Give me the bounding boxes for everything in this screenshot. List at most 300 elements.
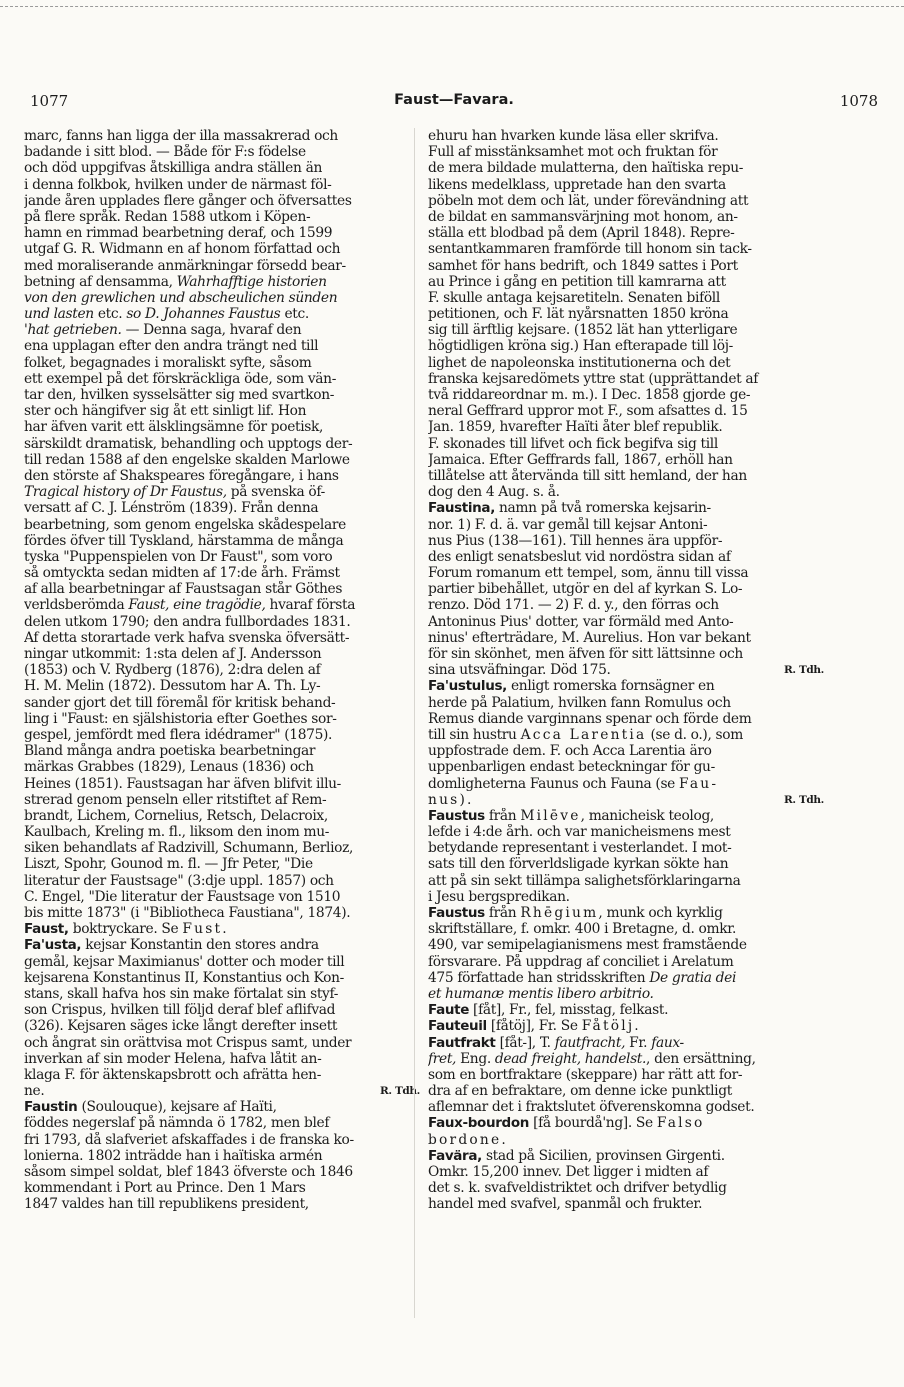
text-line: [24, 1164, 420, 1180]
text-line: [428, 1180, 824, 1196]
text-line: [428, 856, 824, 872]
text-line: [24, 727, 420, 743]
text-run: tar den, hvilken sysselsätter sig med svartkon-: [24, 387, 335, 403]
text-line: [24, 597, 420, 613]
text-run: likens medelklass, uppretade han den svarta: [428, 176, 726, 193]
text-run: fri 1793, då slafveriet afskaffades i de franska ko-: [24, 1131, 354, 1148]
text-run: Eng.: [456, 1050, 495, 1067]
text-line: [24, 1099, 420, 1115]
text-line: [428, 468, 824, 484]
text-run: Heines (1851). Faustsagan har äfven blifvit illu-: [24, 775, 341, 792]
text-run: siken behandlats af Radzivill, Schumann, Berlioz,: [24, 840, 354, 857]
text-run: , munk och kyrklig: [598, 905, 723, 921]
text-run: ne.: [24, 1083, 45, 1100]
text-line: [428, 306, 824, 322]
text-line: [428, 1067, 824, 1083]
text-run: ena upplagan efter den andra trängt ned till: [24, 338, 319, 355]
text-run: (326). Kejsaren säges icke långt derefter insett: [24, 1018, 338, 1035]
text-run: fret,: [428, 1050, 457, 1067]
text-run: aflemnar det i fraktslutet öfverenskomna godset.: [428, 1099, 755, 1116]
text-line: [24, 193, 420, 209]
text-run: so D. Johannes Faustus: [126, 306, 281, 323]
text-line: [24, 128, 420, 144]
text-line: [24, 986, 420, 1002]
text-line: [428, 711, 824, 727]
text-line: [24, 177, 420, 193]
text-run: [fåt-], T.: [495, 1034, 555, 1051]
text-run: Af detta storartade verk hafva svenska öfversätt-: [24, 629, 350, 646]
text-line: [24, 258, 420, 274]
text-line: [24, 905, 420, 921]
text-run: Omkr. 15,200 innev. Det ligger i midten af: [428, 1164, 709, 1180]
entry-headword: Faute: [428, 1002, 470, 1019]
text-run: Antoninus Pius' dotter, var förmäld med Anto-: [428, 613, 734, 630]
text-line: [24, 856, 420, 872]
text-line: [428, 970, 824, 986]
text-line: [24, 1115, 420, 1131]
text-line: [428, 581, 824, 597]
text-run: gemål, kejsar Maximianus' dotter och moder till: [24, 953, 345, 970]
text-run: gespel, jemfördt med flera idédramer" (1875).: [24, 726, 333, 743]
text-line: [428, 1002, 824, 1018]
text-run: inverkan af sin moder Helena, hafva låtit an-: [24, 1050, 322, 1067]
text-run: af alla bearbetningar af Faustsagan står Göthes: [24, 581, 343, 598]
text-line: [24, 1083, 420, 1099]
text-run: bearbetning, som genom engelska skådespelare: [24, 516, 346, 533]
text-run: Wahrhafftige historien: [176, 273, 327, 290]
entry-headword: Faustus: [428, 905, 485, 921]
author-signature: R. Tdh.: [783, 664, 824, 677]
text-run: nor. 1) F. d. ä. var gemål till kejsar Antoni-: [428, 516, 708, 533]
text-line: [24, 500, 420, 516]
text-line: [428, 452, 824, 468]
text-run: så omtyckta sedan midten af 17:de årh. Främst: [24, 565, 340, 582]
text-line: [428, 954, 824, 970]
text-run: ling i "Faust: en själshistoria efter Goethes sor-: [24, 710, 337, 727]
text-line: [428, 695, 824, 711]
text-run: [fåt], Fr., fel, misstag, felkast.: [469, 1002, 669, 1019]
text-run: au Prince i gång en petition till kamrarna att: [428, 273, 726, 290]
text-line: [24, 403, 420, 419]
text-line: [428, 144, 824, 160]
text-run: Remus diande varginnans spenar och förde dem: [428, 710, 752, 727]
text-line: [24, 436, 420, 452]
text-run: Tragical history of Dr Faustus,: [24, 484, 227, 501]
text-line: [428, 986, 824, 1002]
text-run: renzo. Död 171. — 2) F. d. y., den förras och: [428, 597, 719, 614]
text-run: sina utsväfningar. Död 175.: [428, 662, 611, 679]
text-run: De gratia dei: [649, 969, 737, 986]
text-line: [428, 808, 824, 824]
text-run: betning af densamma,: [24, 273, 177, 290]
text-run: märkas Grabbes (1829), Lenaus (1836) och: [24, 759, 314, 776]
text-line: [428, 1115, 824, 1131]
text-run: strerad genom penseln eller ritstiftet af Rem-: [24, 791, 327, 808]
text-line: [24, 840, 420, 856]
text-run: etc.: [280, 306, 309, 323]
entry-headword: Faustin: [24, 1099, 78, 1116]
text-run: neral Geffrard uppror mot F., som afsattes d. 15: [428, 403, 748, 420]
text-line: [24, 873, 420, 889]
text-line: [428, 905, 824, 921]
text-run: nus).: [428, 791, 474, 808]
text-run: C. Engel, "Die literatur der Faustsage von 1510: [24, 888, 341, 905]
text-run: de bildat en sammansvärjning mot honom, an-: [428, 208, 738, 225]
text-line: [428, 338, 824, 354]
author-signature: R. Tdh.: [379, 1085, 420, 1098]
text-run: (Soulouque), kejsare af Haïti,: [77, 1099, 277, 1116]
page-number-right: 1078: [839, 92, 878, 110]
text-line: [428, 387, 824, 403]
text-run: marc, fanns han ligga der illa massakrerad och: [24, 128, 338, 144]
text-run: etc.: [93, 306, 127, 323]
text-run: stans, skall hafva hos sin make förtalat sin styf-: [24, 985, 339, 1002]
text-line: [428, 128, 824, 144]
text-line: [428, 840, 824, 856]
text-line: [428, 792, 824, 808]
text-line: [24, 338, 420, 354]
text-line: [428, 436, 824, 452]
text-line: [428, 484, 824, 500]
text-run: Falso: [656, 1115, 705, 1132]
text-line: [24, 954, 420, 970]
text-run: samhet för hans bedrift, och 1849 sattes i Port: [428, 257, 738, 274]
text-run: (se d. o.), som: [646, 726, 743, 743]
text-run: kejsarena Konstantinus II, Konstantius och Kon-: [24, 969, 344, 986]
text-run: Acca Larentia: [520, 726, 647, 743]
text-line: [24, 274, 420, 290]
text-run: tillåtelse att återvända till sitt hemland, der han: [428, 467, 747, 484]
entry-headword: Faustina,: [428, 500, 495, 517]
text-line: [24, 711, 420, 727]
text-run: till redan 1588 af den engelske skalden Marlowe: [24, 451, 350, 468]
text-run: F. skulle antaga kejsaretiteln. Senaten biföll: [428, 289, 720, 306]
text-run: Jamaica. Efter Geffrards fall, 1867, erhöll han: [428, 451, 733, 468]
text-run: et humanæ mentis libero arbitrio.: [428, 985, 654, 1002]
text-run: betydande representant i vesterlandet. I mot-: [428, 840, 732, 857]
text-line: [428, 517, 824, 533]
text-run: handel med svafvel, spanmål och frukter.: [428, 1196, 703, 1213]
text-run: såsom simpel soldat, blef 1843 öfverste och 1846: [24, 1164, 353, 1180]
text-line: [428, 1099, 824, 1115]
text-line: [428, 258, 824, 274]
text-run: 475 författade han stridsskriften: [428, 969, 650, 986]
text-line: [24, 1035, 420, 1051]
text-line: [24, 1067, 420, 1083]
text-line: [428, 889, 824, 905]
text-line: [428, 1148, 824, 1164]
text-run: särskildt dramatisk, behandling och upptogs der-: [24, 435, 353, 452]
text-run: 490, var semipelagianismens mest framstående: [428, 937, 747, 954]
text-line: [24, 743, 420, 759]
text-line: [428, 614, 824, 630]
text-run: dead freight, handelst.: [494, 1050, 647, 1067]
text-run: de mera bildade mulatterna, den haïtiska repu-: [428, 160, 744, 177]
text-run: bordone.: [428, 1131, 508, 1148]
text-line: [24, 695, 420, 711]
text-run: klaga F. för äktenskapsbrott och afrätta hen-: [24, 1066, 322, 1083]
text-line: [24, 290, 420, 306]
text-line: [24, 824, 420, 840]
text-line: [24, 970, 420, 986]
text-line: [24, 662, 420, 678]
text-run: Fåtölj.: [581, 1018, 641, 1035]
text-run: ster och hängifver sig åt ett sinligt lif. Hon: [24, 403, 307, 420]
text-line: [24, 484, 420, 500]
text-line: [428, 419, 824, 435]
text-line: [428, 727, 824, 743]
text-run: ninus' efterträdare, M. Aurelius. Hon var bekant: [428, 629, 751, 646]
entry-headword: Favära,: [428, 1147, 482, 1164]
text-run: verldsberömda: [24, 597, 129, 614]
text-line: [428, 1051, 824, 1067]
text-run: i Jesu bergspredikan.: [428, 888, 570, 905]
text-run: högtidligen kröna sig.) Han efterapade till löj-: [428, 338, 733, 355]
entry-headword: Faux-bourdon: [428, 1115, 530, 1132]
text-run: fautfracht,: [554, 1034, 626, 1051]
text-line: [428, 160, 824, 176]
text-run: domligheterna Faunus och Fauna (se: [428, 775, 680, 792]
text-line: [24, 419, 420, 435]
text-line: [24, 371, 420, 387]
text-run: pöbeln mot dem och lät, under förevändning att: [428, 192, 749, 209]
text-run: [få bourdå'ng]. Se: [529, 1115, 657, 1132]
text-line: [428, 597, 824, 613]
text-line: [428, 549, 824, 565]
text-line: [428, 1132, 824, 1148]
text-run: två riddareordnar m. m.). I Dec. 1858 gjorde ge-: [428, 387, 751, 403]
text-line: [428, 225, 824, 241]
text-run: lonierna. 1802 inträdde han i haïtiska armén: [24, 1147, 323, 1164]
text-run: son Crispus, hvilken till följd deraf blef aflifvad: [24, 1002, 336, 1019]
text-line: [24, 517, 420, 533]
entry-headword: Fauteuil: [428, 1018, 487, 1035]
text-run: föddes negerslaf på nämnda ö 1782, men blef: [24, 1115, 330, 1132]
text-run: att på sin sekt tillämpa salighetsförklaringarna: [428, 872, 741, 889]
text-line: [24, 889, 420, 905]
text-run: hamn en rimmad bearbetning deraf, och 1599: [24, 225, 333, 242]
text-run: franska kejsaredömets yttre stat (upprättandet af: [428, 370, 759, 387]
text-run: und lasten: [24, 306, 94, 323]
text-line: [428, 355, 824, 371]
text-run: i denna folkbok, hvilken under de närmast föl-: [24, 176, 332, 193]
text-run: stad på Sicilien, provinsen Girgenti.: [481, 1147, 725, 1164]
text-run: fördes öfver till Tyskland, härstamma de många: [24, 532, 344, 549]
entry-headword: Faust,: [24, 921, 69, 938]
text-line: [428, 662, 824, 678]
text-line: [428, 274, 824, 290]
text-line: [24, 209, 420, 225]
text-run: Bland många andra poetiska bearbetningar: [24, 743, 316, 760]
text-line: [24, 614, 420, 630]
entry-headword: Fautfrakt: [428, 1034, 496, 1051]
text-run: nus Pius (138—161). Till hennes ära uppför-: [428, 532, 723, 549]
text-run: 1847 valdes han till republikens president,: [24, 1196, 309, 1213]
text-run: från: [484, 807, 521, 824]
text-line: [24, 549, 420, 565]
text-run: kejsar Konstantin den stores andra: [81, 937, 319, 954]
text-line: [24, 160, 420, 176]
text-run: folket, begagnades i moraliskt syfte, såsom: [24, 354, 312, 371]
text-line: [24, 322, 420, 338]
text-run: sig till ärftlig kejsare. (1852 lät han ytterligare: [428, 322, 738, 339]
text-run: herde på Palatium, hvilken fann Romulus och: [428, 694, 731, 711]
column-divider: [414, 128, 415, 1318]
right-column: [428, 128, 824, 1213]
text-line: [428, 630, 824, 646]
text-run: bis mitte 1873" (i "Bibliotheca Faustiana", 1874).: [24, 905, 351, 921]
text-run: enligt romerska fornsägner en: [506, 678, 715, 695]
page-header: [30, 92, 878, 114]
text-line: [24, 1051, 420, 1067]
page-number-left: 1077: [30, 92, 69, 110]
text-run: dog den 4 Aug. s. å.: [428, 484, 560, 501]
text-line: [24, 776, 420, 792]
text-line: [428, 565, 824, 581]
text-run: Full af misstänksamhet mot och fruktan för: [428, 144, 718, 161]
text-line: [24, 921, 420, 937]
text-line: [24, 1196, 420, 1212]
entry-headword: Fa'usta,: [24, 937, 82, 954]
text-line: [24, 759, 420, 775]
text-run: till sin hustru: [428, 726, 521, 743]
text-line: [24, 468, 420, 484]
text-line: [24, 581, 420, 597]
text-run: sentantkammaren framförde till honom sin tack-: [428, 241, 752, 258]
text-run: tyska "Puppenspielen von Dr Faust", som voro: [24, 548, 333, 565]
text-run: kommendant i Port au Prince. Den 1 Mars: [24, 1180, 306, 1197]
text-line: [24, 144, 420, 160]
text-line: [24, 678, 420, 694]
text-line: [428, 678, 824, 694]
text-line: [24, 646, 420, 662]
text-run: sats till den förverldsligade kyrkan sökte han: [428, 856, 729, 873]
text-run: sander gjort det till föremål för kritisk behand-: [24, 694, 336, 711]
text-run: ehuru han hvarken kunde läsa eller skrifva.: [428, 128, 719, 144]
text-line: [428, 873, 824, 889]
text-line: [428, 177, 824, 193]
text-line: [428, 209, 824, 225]
text-run: och död uppgifvas åtskilliga andra ställen än: [24, 160, 322, 177]
author-signature: R. Tdh.: [783, 793, 824, 806]
text-run: med moraliserande anmärkningar försedd bear-: [24, 257, 346, 274]
text-run: på flere språk. Redan 1588 utkom i Köpen-: [24, 208, 311, 225]
entry-headword: Fa'ustulus,: [428, 678, 507, 695]
text-run: Fr.: [625, 1034, 652, 1051]
text-line: [24, 452, 420, 468]
text-line: [24, 937, 420, 953]
text-line: [24, 565, 420, 581]
text-line: [24, 1018, 420, 1034]
text-run: Milēve: [520, 807, 581, 824]
text-run: delen utkom 1790; den andra fullbordades 1831.: [24, 613, 351, 630]
text-line: [428, 1083, 824, 1099]
text-run: Forum romanum ett tempel, som, ännu till vissa: [428, 565, 749, 582]
top-border-rule: [0, 6, 904, 7]
text-line: [24, 533, 420, 549]
text-run: uppfostrade dem. F. och Acca Larentia äro: [428, 743, 712, 760]
text-line: [24, 808, 420, 824]
text-line: [428, 290, 824, 306]
text-line: [24, 1002, 420, 1018]
text-run: Kaulbach, Kreling m. fl., liksom den inom mu-: [24, 824, 330, 841]
text-run: — Denna saga, hvaraf den: [121, 322, 302, 339]
text-line: [24, 241, 420, 257]
text-line: [24, 630, 420, 646]
text-run: Fau-: [679, 775, 719, 792]
text-run: petitionen, och F. lät nyårsnatten 1850 kröna: [428, 306, 729, 323]
text-run: utgaf G. R. Widmann en af honom författad och: [24, 241, 341, 258]
text-run: den störste af Shakspeares föregångare, i hans: [24, 467, 339, 484]
text-run: H. M. Melin (1872). Dessutom har A. Th. Ly-: [24, 678, 321, 695]
text-run: (1853) och V. Rydberg (1876), 2:dra delen af: [24, 662, 321, 679]
text-run: uppenbarligen endast beteckningar för gu-: [428, 759, 715, 776]
text-run: Rhēgium: [520, 905, 599, 921]
entry-headword: Faustus: [428, 807, 485, 824]
text-line: [428, 776, 824, 792]
text-line: [428, 1018, 824, 1034]
text-line: [428, 371, 824, 387]
text-line: [428, 937, 824, 953]
text-run: boktryckare. Se: [68, 921, 183, 938]
text-run: och ångrat sin orättvisa mot Crispus samt, under: [24, 1034, 352, 1051]
text-run: Faust, eine tragödie,: [128, 597, 266, 614]
text-run: , den ersättning,: [646, 1050, 756, 1067]
text-run: versatt af C. J. Lénström (1839). Från denna: [24, 500, 319, 517]
text-line: [428, 1196, 824, 1212]
text-run: ningar utkommit: 1:sta delen af J. Andersson: [24, 646, 322, 662]
text-line: [24, 1180, 420, 1196]
text-run: partier bibehållet, utgör en del af kyrkan S. Lo-: [428, 581, 743, 598]
text-line: [428, 403, 824, 419]
left-column: [24, 128, 420, 1213]
text-run: ett exempel på det förskräckliga öde, som vän-: [24, 370, 337, 387]
text-run: jande åren upplades flere gånger och öfversattes: [24, 192, 352, 209]
running-title: Faust—Favara.: [394, 92, 514, 108]
text-line: [428, 193, 824, 209]
text-line: [24, 225, 420, 241]
text-line: [24, 306, 420, 322]
text-line: [428, 500, 824, 516]
text-run: badande i sitt blod. — Både för F:s födelse: [24, 144, 306, 161]
text-run: skriftställare, f. omkr. 400 i Bretagne, d. omkr.: [428, 921, 737, 938]
text-run: Liszt, Spohr, Gounod m. fl. — Jfr Peter, "Die: [24, 856, 313, 873]
text-run: 'hat getrieben.: [24, 322, 122, 339]
text-line: [428, 743, 824, 759]
text-run: som en bortfraktare (skeppare) har rätt att for-: [428, 1066, 743, 1083]
text-run: lefde i 4:de årh. och var manicheismens mest: [428, 824, 731, 841]
text-run: F. skonades till lifvet och fick begifva sig till: [428, 435, 718, 452]
text-line: [24, 792, 420, 808]
text-run: lighet de napoleonska institutionerna och det: [428, 354, 731, 371]
text-line: [24, 1132, 420, 1148]
text-line: [24, 387, 420, 403]
text-line: [428, 1035, 824, 1051]
text-run: dra af en befraktare, om denne icke punktligt: [428, 1083, 732, 1100]
text-run: Jan. 1859, hvarefter Haïti åter blef republik.: [428, 419, 723, 436]
text-run: faux-: [651, 1034, 684, 1051]
text-line: [428, 759, 824, 775]
text-run: namn på två romerska kejsarin-: [494, 500, 711, 517]
text-line: [428, 1164, 824, 1180]
text-run: von den grewlichen und abscheulichen sünden: [24, 289, 338, 306]
text-run: ställa ett blodbad på dem (April 1848). Repre-: [428, 225, 735, 242]
text-line: [428, 646, 824, 662]
text-line: [24, 1148, 420, 1164]
text-line: [428, 533, 824, 549]
text-run: brandt, Lichem, Cornelius, Retsch, Delacroix,: [24, 807, 328, 824]
text-line: [428, 241, 824, 257]
